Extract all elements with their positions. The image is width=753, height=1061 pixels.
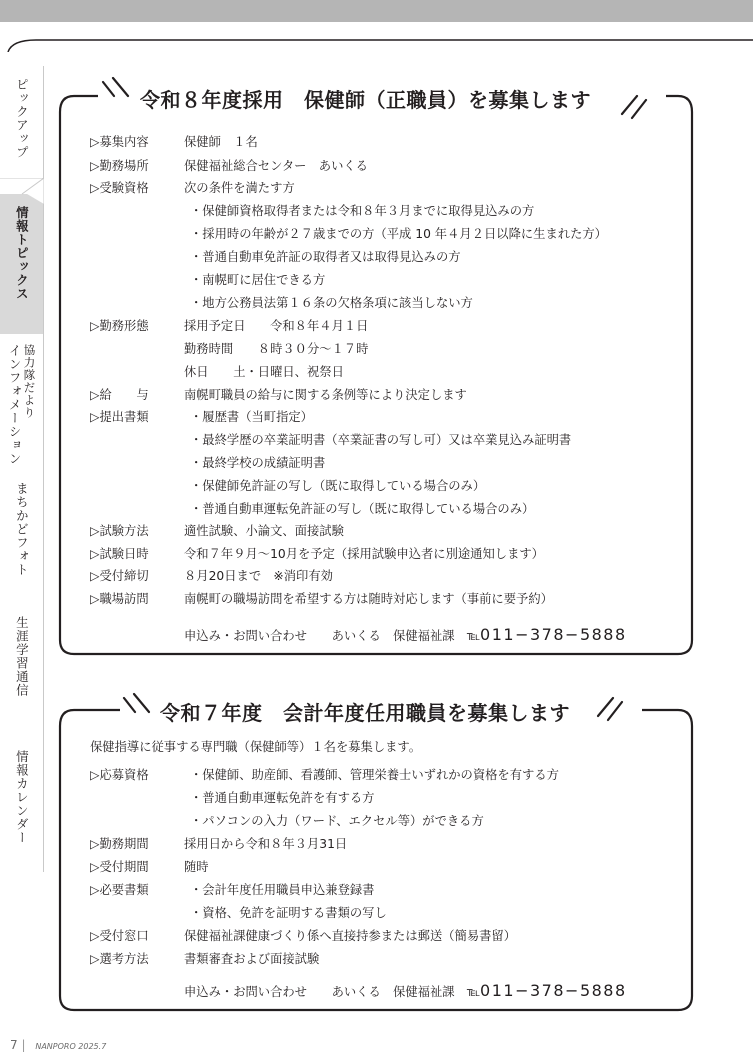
value: ・保健師、助産師、看護師、管理栄養士いずれかの資格を有する方 [190,768,559,782]
label: ▷勤務期間 [90,837,149,851]
box1-title: 令和８年度採用 保健師（正職員）を募集します [136,84,595,113]
value: 随時 [184,860,209,874]
label: ▷必要書類 [90,883,149,897]
box1-contact [184,626,627,645]
side-tab-label: 情報トピックス [14,206,30,301]
label: ▷試験日時 [90,547,149,561]
value: 南幌町の職場訪問を希望する方は随時対応します（事前に要予約） [184,592,553,606]
label: ▷選考方法 [90,952,149,966]
label: ▷受験資格 [90,181,149,195]
contact-label: 申込み・お問い合わせ あいくる 保健福祉課 ℡ [184,629,481,643]
value: 次の条件を満たす方 [184,181,295,195]
value: 採用予定日 令和８年４月１日 [184,319,369,333]
value: 保健師 １名 [184,135,258,149]
value: 南幌町職員の給与に関する条例等により決定します [184,388,467,402]
box2-title: 令和７年度 会計年度任用職員を募集します [156,697,574,726]
value: 書類審査および面接試験 [184,952,320,966]
value: 保健福祉課健康づくり係へ直接持参または郵送（簡易書留） [184,929,517,943]
page-number: 7 [10,1038,18,1052]
value: ・会計年度任用職員申込兼登録書 [190,883,375,897]
side-tab-label: ピックアップ [14,78,30,159]
side-tab-label: 生涯学習通信 [14,616,30,697]
side-tab-sublabel: 協力隊だより [22,344,37,419]
label: ▷受付期間 [90,860,149,874]
box2-intro: 保健指導に従事する専門職（保健師等）１名を募集します。 [90,740,422,754]
label: ▷試験方法 [90,524,149,538]
label: ▷勤務場所 [90,159,149,173]
label: ▷職場訪問 [90,592,149,606]
value: ８月20日まで ※消印有効 [184,569,333,583]
label: ▷募集内容 [90,135,149,149]
page-footer: 7 | NANPORO 2025.7 [10,1038,107,1052]
value: 令和７年９月～10月を予定（採用試験申込者に別途通知します） [184,547,544,561]
value: 保健福祉総合センター あいくる [184,159,368,173]
label: ▷提出書類 [90,410,149,424]
side-tab-label: 情報カレンダー [14,750,30,845]
box2-contact [184,982,627,1001]
phone-number: 011−378−5888 [480,981,627,1000]
label: ▷受付締切 [90,569,149,583]
side-tab-label: インフォメーション [7,344,23,466]
brand-mark: NANPORO 2025.7 [35,1042,107,1051]
phone-number: 011−378−5888 [480,625,627,644]
label: ▷勤務形態 [90,319,149,333]
label: ▷給 与 [90,388,149,402]
contact-label: 申込み・お問い合わせ あいくる 保健福祉課 ℡ [184,985,481,999]
value: 採用日から令和８年３月31日 [184,837,348,851]
value: ・履歴書（当町指定） [190,410,313,424]
value: 適性試験、小論文、面接試験 [184,524,344,538]
side-tab-label: まちかどフォト [14,482,30,577]
label: ▷応募資格 [90,768,149,782]
label: ▷受付窓口 [90,929,149,943]
